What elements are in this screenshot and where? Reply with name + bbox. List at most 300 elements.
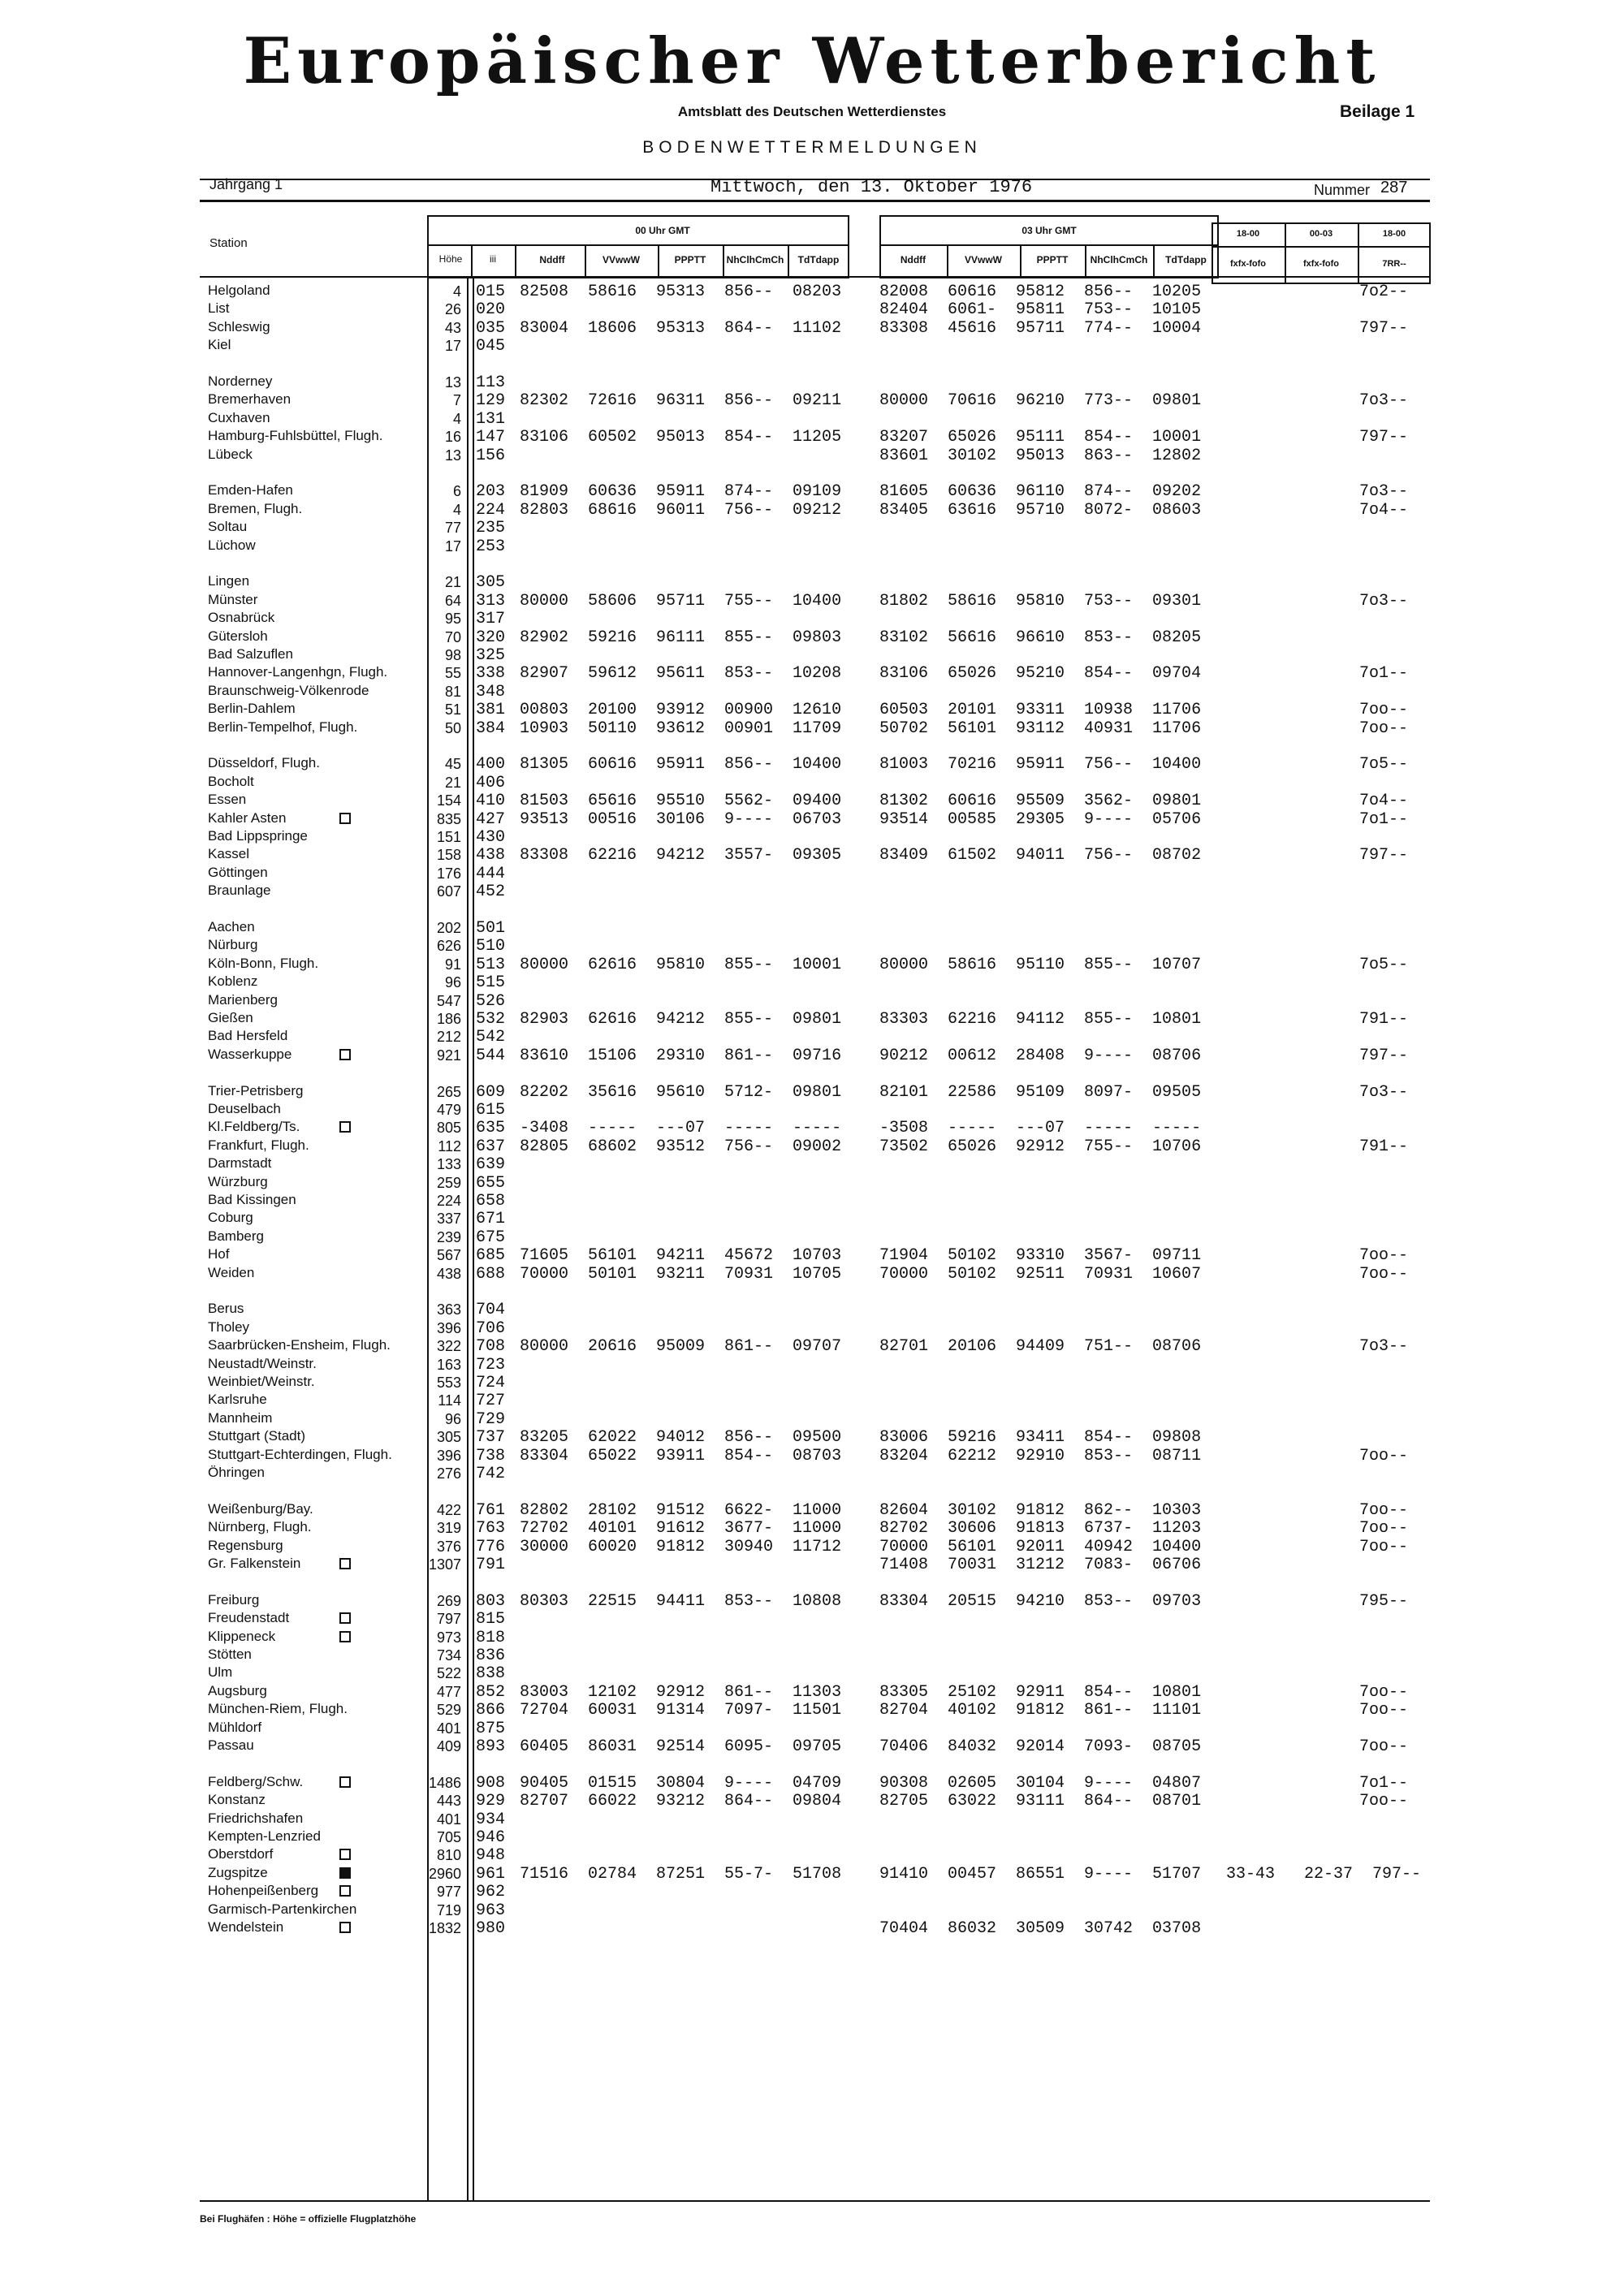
station-height: 626 [436,938,461,955]
station-name: Würzburg [208,1173,268,1189]
obs-03-utc: -3508 ----- ---07 ----- ----- [879,1119,1202,1138]
station-id: 045 [476,337,506,356]
obs-03-utc: 83304 20515 94210 853-- 09703 [879,1591,1202,1611]
obs-00-utc: 81305 60616 95911 856-- 10400 [520,755,842,775]
station-name: Gr. Falkenstein [208,1556,301,1571]
col00-dewpoint: TdTdapp [797,254,840,265]
obs-03-utc: 73502 65026 92912 755-- 10706 [879,1137,1202,1156]
station-name: Neustadt/Weinstr. [208,1355,317,1371]
col00-clouds: NhClhCmCh [726,254,784,265]
station-row [0,1883,1624,1901]
header-separator [1020,246,1021,278]
station-row [0,1447,1624,1465]
station-name: Emden-Hafen [208,482,293,498]
extra-group: 7oo-- [1359,719,1409,738]
station-row [0,1137,1624,1155]
station-row [0,1428,1624,1446]
station-row [0,992,1624,1010]
station-row [0,447,1624,464]
station-id: 946 [476,1828,506,1847]
station-id: 609 [476,1082,506,1102]
open-square-icon [339,1558,351,1569]
station-height: 17 [444,338,461,355]
station-id: 235 [476,519,506,538]
extra-group: 7o5-- [1359,955,1409,974]
station-row [0,1047,1624,1064]
station-height: 224 [436,1193,461,1209]
station-name: Regensburg [208,1537,283,1553]
station-name: Münster [208,591,258,607]
station-name: Cuxhaven [208,409,270,425]
station-row [0,664,1624,682]
station-name: Tholey [208,1318,250,1335]
station-id: 963 [476,1901,506,1920]
station-name: Mannheim [208,1409,273,1426]
station-height: 6 [452,483,461,500]
station-name: Stötten [208,1646,252,1662]
station-name: Passau [208,1737,254,1753]
station-height: 96 [444,1410,461,1427]
station-id: 129 [476,391,506,411]
document-title: Europäischer Wetterbericht [243,24,1381,98]
extra-group: 7o1-- [1359,664,1409,684]
obs-03-utc: 81605 60636 96110 874-- 09202 [879,482,1202,502]
extra-top-3: 18-00 [1382,229,1406,239]
station-id: 430 [476,828,506,847]
header-separator [947,246,948,278]
station-height: 401 [436,1720,461,1737]
obs-03-utc: 71408 70031 31212 7083- 06706 [879,1556,1202,1574]
station-row [0,1010,1624,1028]
station-height: 805 [436,1120,461,1137]
station-id: 381 [476,701,506,720]
obs-03-utc: 81003 70216 95911 756-- 10400 [879,755,1202,775]
col03-nddff: Nddff [900,254,926,265]
station-height: 16 [444,429,461,446]
obs-00-utc: 82805 68602 93512 756-- 09002 [520,1137,842,1156]
station-id: 838 [476,1664,506,1684]
obs-00-utc: 80000 58606 95711 755-- 10400 [520,591,842,611]
station-name: Deuselbach [208,1101,281,1116]
station-name: Frankfurt, Flugh. [208,1137,309,1153]
obs-03-utc: 83106 65026 95210 854-- 09704 [879,664,1202,684]
station-height: 7 [452,392,461,409]
extra-group: 7o5-- [1359,755,1409,775]
station-height: 705 [436,1829,461,1845]
extra-group: 33-43 22-37 797-- [1226,1864,1422,1884]
station-height: 81 [444,683,461,700]
station-height: 4 [452,410,461,427]
extra-bottom-3: 7RR-- [1382,259,1406,269]
station-id: 513 [476,955,506,974]
station-id: 515 [476,973,506,993]
station-name: Bamberg [208,1228,264,1244]
obs-03-utc: 82702 30606 91813 6737- 11203 [879,1519,1202,1539]
station-height: 276 [436,1465,461,1482]
obs-00-utc: 83205 62022 94012 856-- 09500 [520,1428,842,1448]
obs-00-utc: 81909 60636 95911 874-- 09109 [520,482,842,502]
extra-group: 7o2-- [1359,283,1409,301]
station-height: 13 [444,447,461,464]
obs-00-utc: 71516 02784 87251 55-7- 51708 [520,1864,842,1884]
station-row [0,1519,1624,1537]
station-id: 671 [476,1210,506,1229]
header-rule [879,244,1219,246]
obs-00-utc: 60405 86031 92514 6095- 09705 [520,1737,842,1756]
station-name: Kassel [208,846,250,862]
station-id: 406 [476,773,506,792]
station-id: 818 [476,1628,506,1647]
station-name: Lübeck [208,446,253,462]
number-label: Nummer [1314,182,1371,198]
obs-00-utc: 83003 12102 92912 861-- 11303 [520,1682,842,1702]
col00-nddff: Nddff [539,254,565,265]
open-square-icon [339,1121,351,1133]
station-name: Weiden [208,1264,255,1280]
station-id: 113 [476,373,506,392]
station-name: Braunlage [208,883,271,899]
station-row [0,1101,1624,1119]
obs-03-utc: 82404 6061- 95811 753-- 10105 [879,300,1202,320]
station-name: Friedrichshafen [208,1810,304,1826]
station-height: 1832 [428,1920,461,1936]
station-height: 158 [436,847,461,864]
obs-00-utc: 82803 68616 96011 756-- 09212 [520,500,842,520]
station-name: Göttingen [208,864,268,880]
station-name: Wasserkuppe [208,1046,292,1062]
station-name: Darmstadt [208,1155,272,1172]
station-id: 203 [476,482,506,502]
station-row [0,719,1624,737]
obs-03-utc: 70000 50102 92511 70931 10607 [879,1264,1202,1284]
header-rule [427,244,849,246]
footnote: Bei Flughäfen : Höhe = offizielle Flugplatzhöhe [200,2213,417,2225]
obs-03-utc: 81802 58616 95810 753-- 09301 [879,591,1202,611]
station-name: Osnabrück [208,610,275,626]
station-id: 961 [476,1864,506,1884]
station-height: 305 [436,1429,461,1446]
obs-00-utc: 82802 28102 91512 6622- 11000 [520,1500,842,1520]
station-row [0,810,1624,828]
extra-group: 7oo-- [1359,1519,1409,1539]
station-row [0,501,1624,519]
height-header: Höhe [438,253,463,265]
station-height: 396 [436,1447,461,1464]
obs-03-utc: 83303 62216 94112 855-- 10801 [879,1010,1202,1029]
station-height: 112 [438,1137,461,1154]
station-row [0,1737,1624,1755]
station-row [0,846,1624,864]
extra-group: 791-- [1359,1010,1409,1029]
station-name: München-Riem, Flugh. [208,1701,348,1717]
station-id: 526 [476,991,506,1011]
extra-group: 797-- [1359,1046,1409,1065]
obs-00-utc: 80303 22515 94411 853-- 10808 [520,1591,842,1611]
col03-vvwww: VVwwW [964,254,1002,265]
station-height: 4 [452,283,461,300]
station-name: Braunschweig-Völkenrode [208,682,369,698]
obs-00-utc: 83004 18606 95313 864-- 11102 [520,318,842,338]
station-name: Freudenstadt [208,1610,290,1626]
station-row [0,1846,1624,1864]
open-square-icon [339,1612,351,1624]
station-id: 639 [476,1155,506,1175]
station-name: Coburg [208,1210,253,1226]
station-height: 13 [444,374,461,391]
station-id: 305 [476,573,506,593]
obs-03-utc: 83207 65026 95111 854-- 10001 [879,428,1202,447]
station-id: 147 [476,428,506,447]
station-id: 317 [476,610,506,629]
station-id: 815 [476,1610,506,1629]
obs-03-utc: 82705 63022 93111 864-- 08701 [879,1792,1202,1811]
station-name: Bad Lippspringe [208,828,308,844]
station-id: 384 [476,719,506,738]
station-name: Nürburg [208,937,258,953]
station-name: Kahler Asten [208,809,287,826]
obs-00-utc: 93513 00516 30106 9---- 06703 [520,809,842,829]
station-id: 962 [476,1883,506,1902]
obs-03-utc: 91410 00457 86551 9---- 51707 [879,1864,1202,1884]
station-height: 239 [436,1228,461,1245]
station-row [0,1265,1624,1283]
station-id: 708 [476,1337,506,1357]
station-id: 948 [476,1846,506,1866]
station-row [0,1646,1624,1664]
station-name: Bad Salzuflen [208,646,293,662]
obs-00-utc: 82902 59216 96111 855-- 09803 [520,628,842,647]
station-height: 376 [436,1538,461,1555]
extra-group: 7o4-- [1359,792,1409,811]
section-title: BODENWETTERMELDUNGEN [642,138,982,157]
station-name: Marienberg [208,991,278,1008]
obs-03-utc: 50702 56101 93112 40931 11706 [879,719,1202,738]
obs-00-utc: -3408 ----- ---07 ----- ----- [520,1119,842,1138]
station-row [0,1538,1624,1556]
station-name: Düsseldorf, Flugh. [208,755,320,771]
station-id: 893 [476,1737,506,1756]
station-height: 422 [436,1501,461,1518]
station-name: Berlin-Tempelhof, Flugh. [208,719,358,735]
station-row [0,1246,1624,1264]
extra-group: 7oo-- [1359,701,1409,720]
obs-00-utc: 83308 62216 94212 3557- 09305 [520,846,842,865]
station-id: 655 [476,1173,506,1193]
station-row [0,1828,1624,1846]
station-height: 973 [436,1629,461,1646]
header-separator [1153,246,1155,278]
station-name: Wendelstein [208,1919,284,1935]
station-name: Konstanz [208,1792,266,1808]
station-height: 529 [436,1702,461,1719]
extra-group: 797-- [1359,318,1409,338]
station-height: 21 [444,574,461,591]
extra-top-1: 18-00 [1236,229,1260,239]
extra-group: 7oo-- [1359,1500,1409,1520]
station-height: 26 [444,301,461,318]
station-name: Hof [208,1246,230,1262]
obs-03-utc: 90212 00612 28408 9---- 08706 [879,1046,1202,1065]
station-id: 729 [476,1409,506,1429]
station-height: 835 [436,810,461,827]
extra-group: 7oo-- [1359,1682,1409,1702]
station-name: Bad Hersfeld [208,1028,288,1044]
station-row [0,774,1624,792]
obs-00-utc: 80000 62616 95810 855-- 10001 [520,955,842,974]
station-row [0,1720,1624,1737]
extra-group: 7oo-- [1359,1264,1409,1284]
obs-03-utc: 83601 30102 95013 863-- 12802 [879,446,1202,465]
obs-00-utc: 82903 62616 94212 855-- 09801 [520,1010,842,1029]
station-height: 176 [436,865,461,882]
station-height: 95 [444,611,461,628]
obs-03-utc: 83405 63616 95710 8072- 08603 [879,500,1202,520]
station-height: 1307 [428,1556,461,1573]
header-separator [788,246,789,278]
issue-date: Mittwoch, den 13. Oktober 1976 [710,177,1033,197]
station-id: 452 [476,883,506,902]
obs-03-utc: 93514 00585 29305 9---- 05706 [879,809,1202,829]
station-id: 438 [476,846,506,865]
station-name: Feldberg/Schw. [208,1773,304,1789]
extra-top-2: 00-03 [1309,229,1333,239]
station-row [0,883,1624,900]
station-height: 2960 [428,1865,461,1882]
open-square-icon [339,1776,351,1788]
extra-group: 7oo-- [1359,1246,1409,1266]
header-separator [585,246,586,278]
station-name: Essen [208,792,247,808]
station-id: 934 [476,1810,506,1829]
station-name: Gießen [208,1010,253,1025]
supplement-label: Beilage 1 [1340,102,1415,121]
station-id: 131 [476,409,506,429]
station-name: Kl.Feldberg/Ts. [208,1119,300,1135]
station-row [0,537,1624,555]
station-name: List [208,300,230,317]
station-height: 51 [444,701,461,719]
station-row [0,755,1624,773]
station-name: Helgoland [208,283,270,298]
station-row [0,828,1624,846]
obs-00-utc: 81503 65616 95510 5562- 09400 [520,792,842,811]
station-name: Weißenburg/Bay. [208,1500,313,1517]
station-name: Schleswig [208,318,270,334]
station-row [0,1410,1624,1428]
obs-03-utc: 83204 62212 92910 853-- 08711 [879,1446,1202,1465]
obs-00-utc: 82202 35616 95610 5712- 09801 [520,1082,842,1102]
obs-00-utc: 82508 58616 95313 856-- 08203 [520,283,842,301]
station-row [0,1774,1624,1792]
station-id: 658 [476,1192,506,1211]
station-header: Station [209,236,248,250]
station-row [0,1901,1624,1919]
station-row [0,1392,1624,1409]
group-03-label: 03 Uhr GMT [1021,225,1077,236]
station-height: 265 [436,1083,461,1100]
station-name: Klippeneck [208,1628,276,1644]
station-row [0,701,1624,719]
station-row [0,1083,1624,1101]
station-row [0,1629,1624,1646]
station-height: 64 [444,592,461,609]
station-name: Lingen [208,573,250,589]
obs-00-utc: 83304 65022 93911 854-- 08703 [520,1446,842,1465]
station-name: Soltau [208,519,248,535]
obs-03-utc: 82604 30102 91812 862-- 10303 [879,1500,1202,1520]
station-row [0,1228,1624,1246]
station-id: 727 [476,1392,506,1411]
station-name: Weinbiet/Weinstr. [208,1374,315,1389]
station-name: Ulm [208,1664,233,1681]
station-id: 338 [476,664,506,684]
station-row [0,1192,1624,1210]
station-height: 259 [436,1174,461,1191]
station-name: Saarbrücken-Ensheim, Flugh. [208,1337,391,1353]
station-id: 400 [476,755,506,775]
group-00-label: 00 Uhr GMT [635,225,690,236]
col03-dewpoint: TdTdapp [1165,254,1207,265]
header-rule [1212,246,1431,248]
station-height: 70 [444,628,461,645]
station-id: 253 [476,537,506,556]
station-height: 202 [436,920,461,936]
station-row [0,391,1624,409]
station-id: 908 [476,1773,506,1793]
station-id: 737 [476,1428,506,1448]
open-square-icon [339,813,351,824]
station-row [0,973,1624,991]
station-name: Kiel [208,337,231,353]
obs-03-utc: 82704 40102 91812 861-- 11101 [879,1701,1202,1720]
station-name: Lüchow [208,537,256,553]
station-height: 77 [444,520,461,537]
station-row [0,482,1624,500]
station-height: 409 [436,1738,461,1754]
volume-label: Jahrgang 1 [209,176,283,192]
extra-group: 7oo-- [1359,1737,1409,1756]
station-id: 444 [476,864,506,883]
station-height: 96 [444,974,461,991]
station-height: 133 [436,1156,461,1173]
extra-group: 7oo-- [1359,1792,1409,1811]
header-separator [471,246,473,278]
station-row [0,1810,1624,1828]
station-height: 363 [436,1301,461,1318]
station-row [0,1592,1624,1610]
obs-00-utc: 82707 66022 93212 864-- 09804 [520,1792,842,1811]
col00-vvwww: VVwwW [602,254,640,265]
station-row [0,1556,1624,1573]
station-id: 724 [476,1374,506,1392]
station-row [0,410,1624,428]
obs-03-utc: 70000 56101 92011 40942 10400 [879,1537,1202,1556]
station-row [0,1174,1624,1192]
extra-group: 795-- [1359,1591,1409,1611]
station-height: 337 [436,1211,461,1228]
station-id: 501 [476,919,506,938]
station-height: 114 [438,1392,461,1409]
station-height: 734 [436,1647,461,1664]
station-name: Bremen, Flugh. [208,500,303,516]
station-row [0,1465,1624,1482]
station-id: 742 [476,1465,506,1483]
station-row [0,919,1624,937]
station-id: 615 [476,1101,506,1120]
station-row [0,646,1624,664]
extra-group: 7o3-- [1359,1082,1409,1102]
station-height: 17 [444,537,461,555]
